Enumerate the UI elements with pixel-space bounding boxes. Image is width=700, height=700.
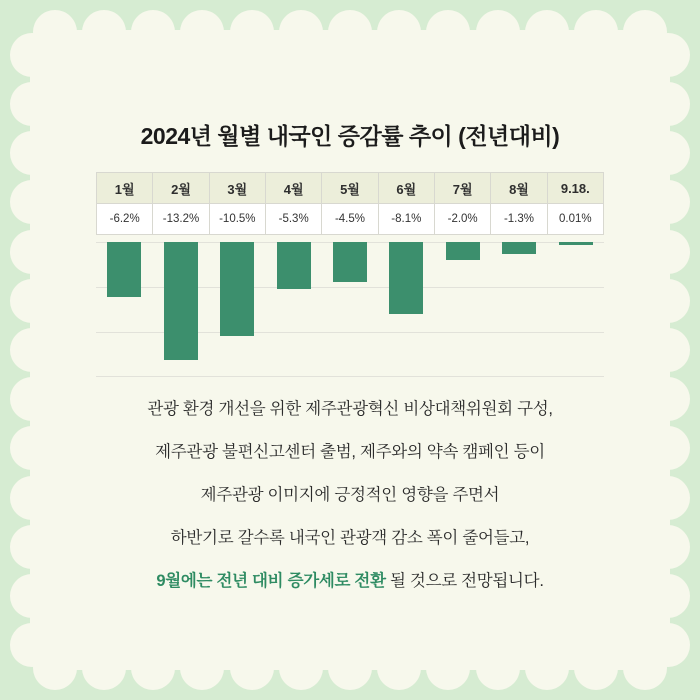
table-cell: -10.5% <box>209 204 265 235</box>
page-title: 2024년 월별 내국인 증감률 추이 (전년대비) <box>140 123 560 149</box>
description-line: 제주관광 이미지에 긍정적인 영향을 주면서 <box>200 486 500 504</box>
table-header-row <box>97 173 604 204</box>
chart-bar <box>389 242 423 314</box>
table-header-cell: 8월 <box>491 173 547 204</box>
table-header-cell: 5월 <box>322 173 378 204</box>
card-content <box>30 30 670 670</box>
chart-bar <box>502 242 536 254</box>
bar-chart <box>96 242 604 377</box>
description-line: 하반기로 갈수록 내국인 관광객 감소 폭이 줄어들고, <box>170 529 530 547</box>
table-cell: -5.3% <box>265 204 321 235</box>
chart-bar <box>333 242 367 282</box>
table-header-cell: 1월 <box>97 173 153 204</box>
highlight-rest-text: 될 것으로 전망됩니다. <box>385 572 544 590</box>
chart-bar <box>107 242 141 297</box>
card-panel <box>30 30 670 670</box>
description-line-highlight <box>30 560 670 603</box>
table-header-cell: 4월 <box>265 173 321 204</box>
description-line: 관광 환경 개선을 위한 제주관광혁신 비상대책위원회 구성, <box>147 400 553 418</box>
chart-bar <box>220 242 254 336</box>
table-header-cell: 7월 <box>434 173 490 204</box>
table-row <box>97 204 604 235</box>
table-cell: -8.1% <box>378 204 434 235</box>
chart-gridline <box>96 376 604 377</box>
chart-bar <box>559 242 593 245</box>
table-cell: -13.2% <box>153 204 209 235</box>
table-cell: 0.01% <box>547 204 603 235</box>
table-cell: -1.3% <box>491 204 547 235</box>
table-header-cell: 9.18. <box>547 173 603 204</box>
table-header-cell: 2월 <box>153 173 209 204</box>
chart-bar <box>277 242 311 289</box>
description-block <box>30 388 670 603</box>
table-cell: -2.0% <box>434 204 490 235</box>
monthly-rate-table <box>96 172 604 235</box>
table-header-cell: 3월 <box>209 173 265 204</box>
description-line: 제주관광 불편신고센터 출범, 제주와의 약속 캠페인 등이 <box>155 443 545 461</box>
table-cell: -6.2% <box>97 204 153 235</box>
chart-bar <box>164 242 198 360</box>
table-header-cell: 6월 <box>378 173 434 204</box>
data-table-wrapper <box>96 172 604 235</box>
highlight-text: 9월에는 전년 대비 증가세로 전환 <box>156 572 386 590</box>
chart-bar <box>446 242 480 260</box>
table-cell: -4.5% <box>322 204 378 235</box>
